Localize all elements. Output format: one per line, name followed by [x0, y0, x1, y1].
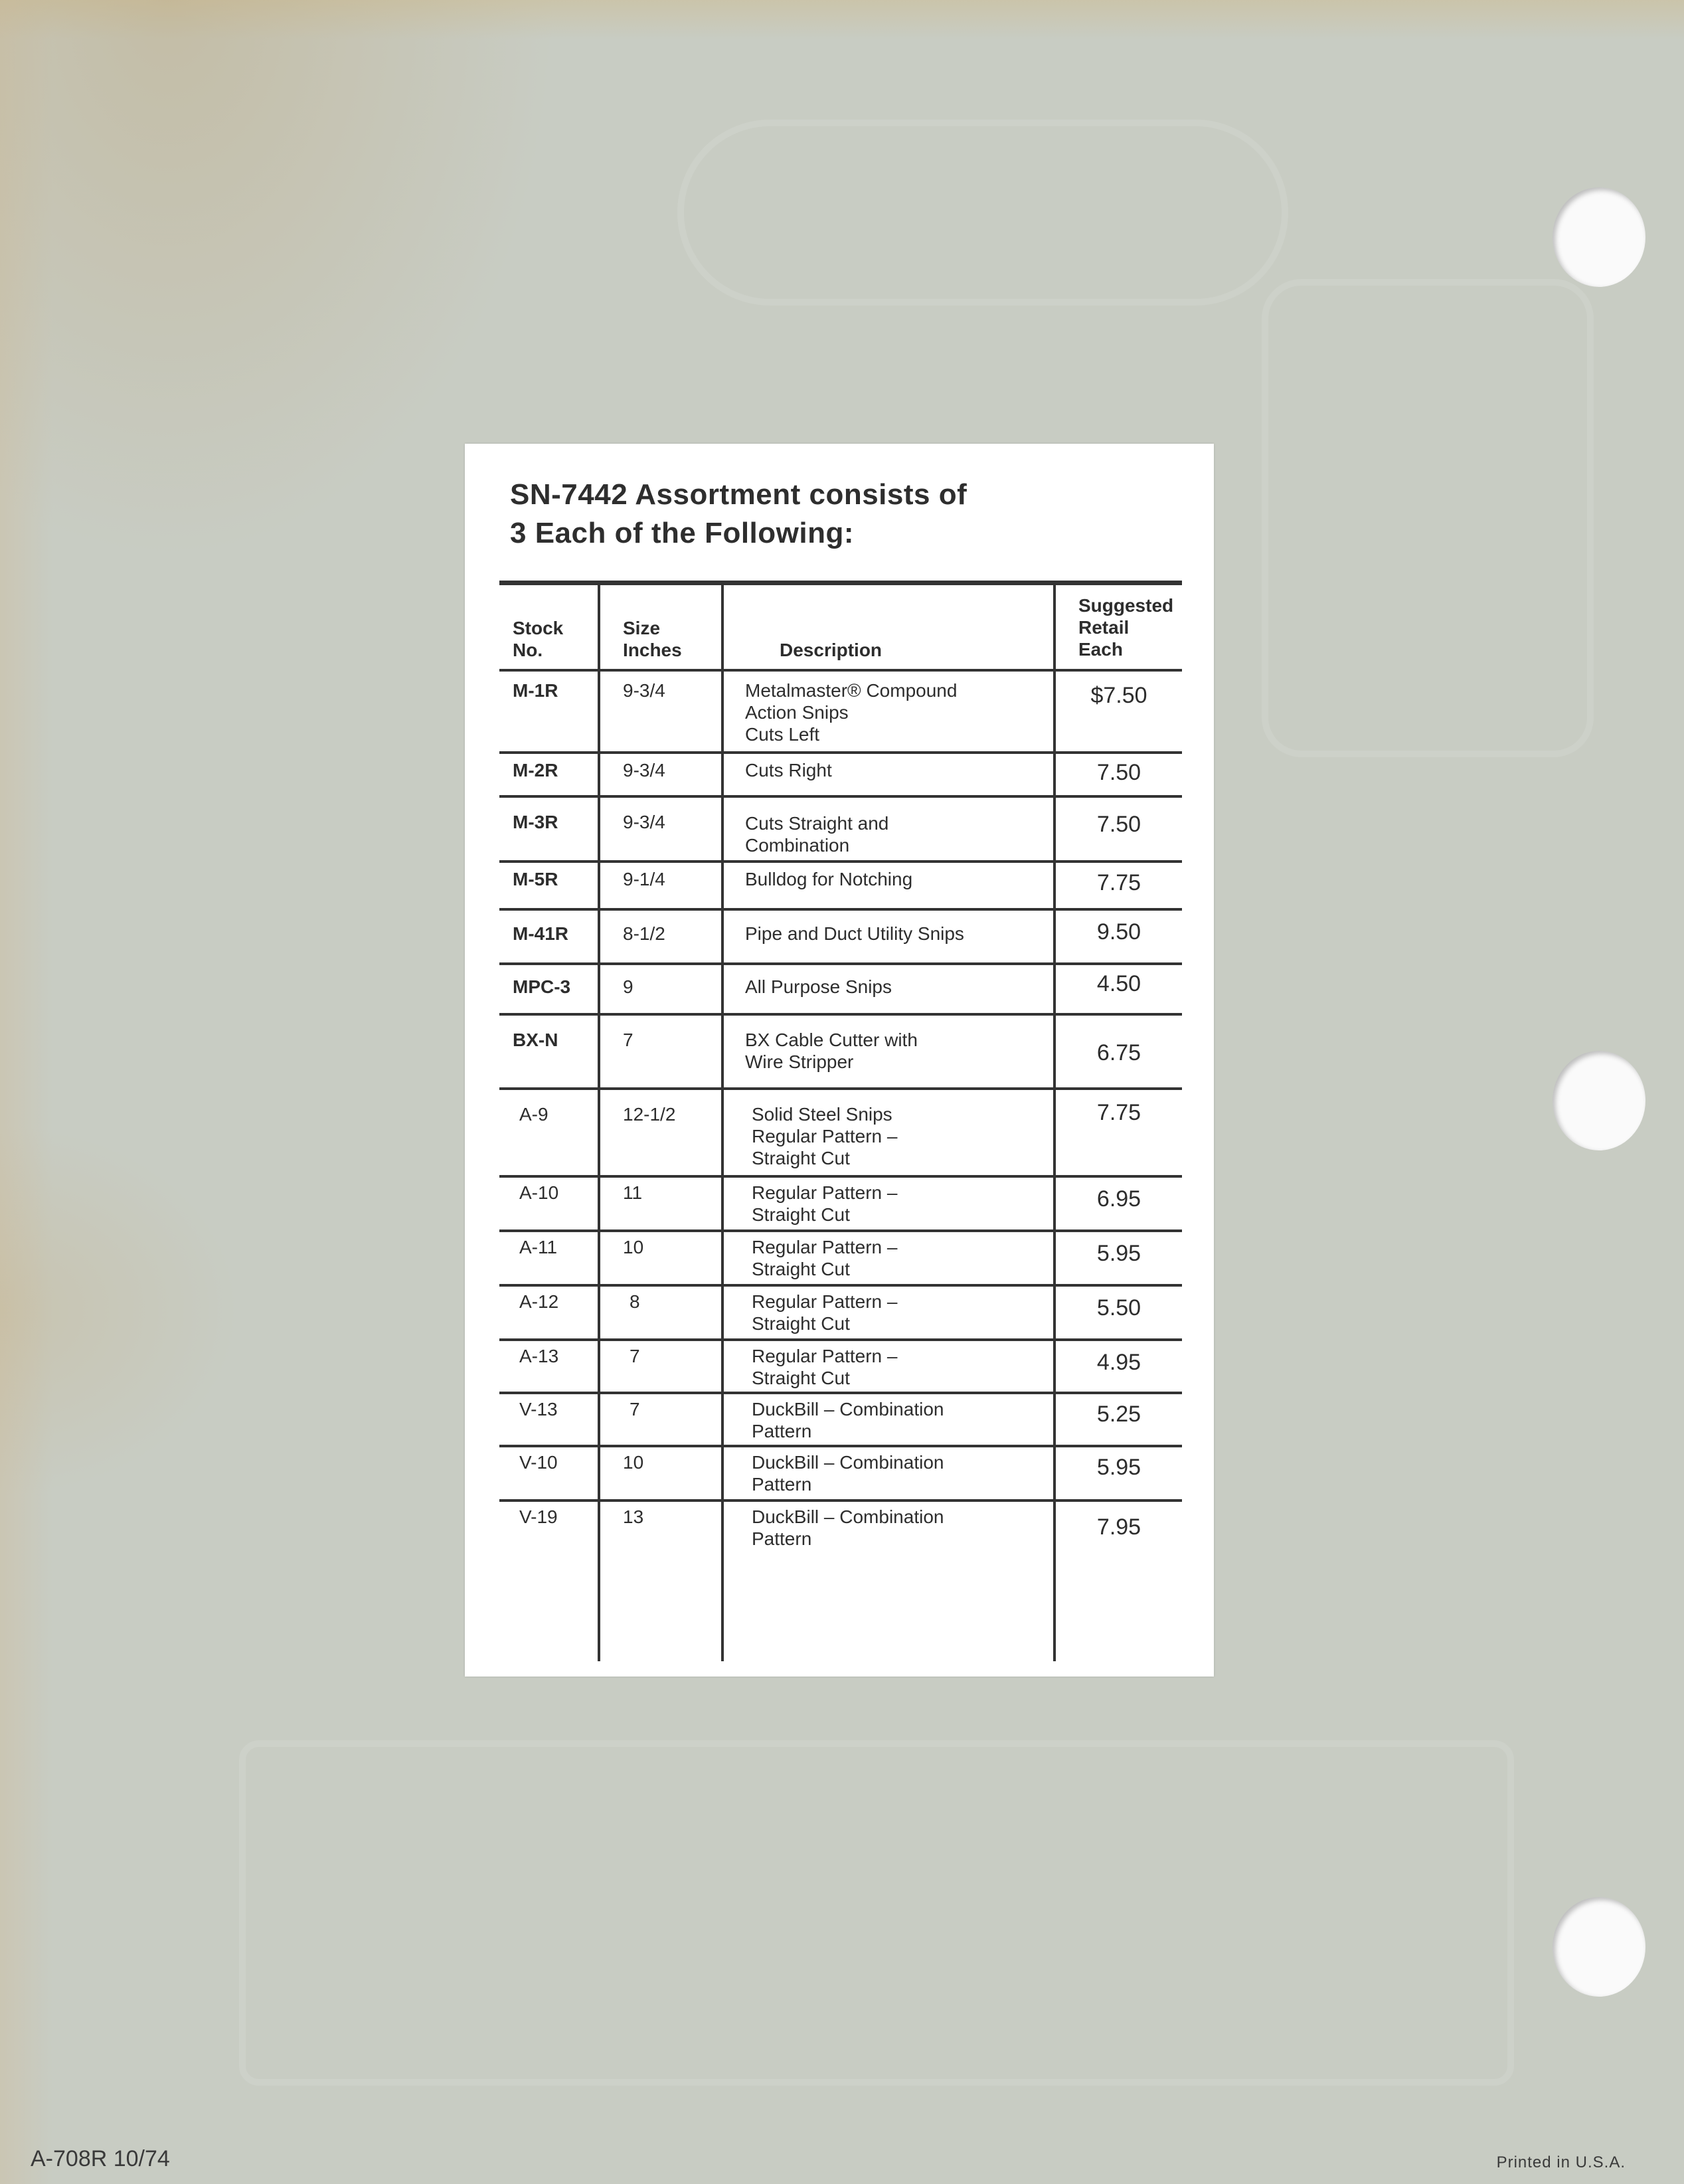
description — [745, 976, 892, 998]
stock-number: A-11 — [519, 1237, 558, 1257]
description — [752, 1345, 897, 1389]
table-row — [499, 1232, 1182, 1287]
table-row — [499, 1016, 1182, 1090]
retail-price: 7.75 — [1096, 1100, 1141, 1125]
stock-number: M-1R — [513, 680, 558, 701]
stock-number: MPC-3 — [513, 976, 571, 997]
size-inches: 8-1/2 — [623, 923, 665, 944]
description — [752, 1291, 897, 1334]
description-line: Metalmaster® Compound — [745, 680, 958, 701]
retail-price: 7.50 — [1096, 812, 1141, 837]
description-line: Action Snips — [745, 702, 849, 723]
header-line: Suggested — [1078, 595, 1174, 616]
table-row — [499, 911, 1182, 965]
description-line: Straight Cut — [752, 1368, 850, 1388]
description-line: Cuts Right — [745, 760, 832, 780]
binder-hole-middle — [1553, 1051, 1645, 1150]
size-inches: 7 — [630, 1399, 640, 1419]
retail-price: 5.95 — [1096, 1241, 1141, 1266]
size-inches: 9 — [623, 976, 633, 997]
size-inches: 8 — [630, 1291, 640, 1312]
description — [752, 1182, 897, 1226]
stock-number: M-41R — [513, 923, 569, 944]
description — [745, 812, 888, 856]
size-inches: 10 — [623, 1452, 644, 1473]
table-row — [499, 863, 1182, 911]
description — [745, 923, 964, 945]
description-line: Straight Cut — [752, 1259, 850, 1279]
description — [745, 680, 957, 745]
table-row — [499, 1287, 1182, 1341]
description-line: Bulldog for Notching — [745, 869, 913, 889]
header-line: Each — [1078, 639, 1123, 660]
description-line: Regular Pattern – — [752, 1126, 898, 1146]
header-line: Retail — [1078, 617, 1130, 638]
card-title — [510, 476, 967, 553]
header-line: No. — [513, 640, 543, 660]
stock-number: V-10 — [519, 1452, 558, 1473]
description — [752, 1451, 944, 1495]
size-inches: 12-1/2 — [623, 1104, 676, 1125]
table-row — [499, 965, 1182, 1016]
header-description — [780, 639, 882, 661]
description-line: Solid Steel Snips — [752, 1104, 892, 1125]
table-row — [499, 1502, 1182, 1661]
description-line: Cuts Straight and — [745, 813, 889, 834]
stock-number: A-13 — [519, 1346, 559, 1366]
description-line: BX Cable Cutter with — [745, 1030, 918, 1050]
table-row — [499, 1394, 1182, 1447]
stock-number: V-19 — [519, 1506, 558, 1527]
size-inches: 10 — [623, 1237, 644, 1257]
table-row — [499, 1341, 1182, 1394]
stock-number: A-10 — [519, 1182, 559, 1203]
description-line: Straight Cut — [752, 1204, 850, 1225]
description-line: Wire Stripper — [745, 1051, 854, 1072]
size-inches: 7 — [623, 1030, 633, 1050]
card-title-line: SN-7442 Assortment consists of — [510, 478, 968, 511]
description-line: Regular Pattern – — [752, 1291, 898, 1312]
description — [745, 1029, 918, 1073]
description-line: Pipe and Duct Utility Snips — [745, 923, 964, 944]
header-suggested-retail-each — [1078, 594, 1173, 660]
retail-price: 4.95 — [1096, 1350, 1141, 1375]
retail-price: 9.50 — [1096, 919, 1141, 945]
size-inches: 7 — [630, 1346, 640, 1366]
card-title-line: 3 Each of the Following: — [510, 517, 854, 549]
size-inches: 9-3/4 — [623, 760, 665, 780]
description-line: DuckBill – Combination — [752, 1452, 944, 1473]
header-stock-no — [513, 617, 563, 661]
faded-background-shape — [239, 1740, 1514, 2086]
table-row — [499, 1090, 1182, 1178]
size-inches: 9-3/4 — [623, 680, 665, 701]
assortment-table — [499, 581, 1182, 1661]
retail-price: 6.75 — [1096, 1040, 1141, 1065]
header-line: Stock — [513, 618, 564, 638]
description-line: Regular Pattern – — [752, 1182, 898, 1203]
stock-number: M-5R — [513, 869, 558, 889]
retail-price: 7.95 — [1096, 1514, 1141, 1540]
header-size-inches — [623, 617, 682, 661]
retail-price: 5.95 — [1096, 1455, 1141, 1480]
header-line: Inches — [623, 640, 682, 660]
description — [745, 868, 912, 890]
size-inches: 9-3/4 — [623, 812, 665, 832]
table-row — [499, 754, 1182, 798]
size-inches: 13 — [623, 1506, 644, 1527]
description-line: Regular Pattern – — [752, 1237, 898, 1257]
description-line: Pattern — [752, 1421, 812, 1441]
size-inches: 9-1/4 — [623, 869, 665, 889]
stock-number: M-3R — [513, 812, 558, 832]
faded-background-shape — [677, 120, 1288, 306]
description — [752, 1103, 897, 1169]
table-header-row — [499, 585, 1182, 672]
description-line: Straight Cut — [752, 1148, 850, 1168]
description-line: Cuts Left — [745, 724, 820, 745]
stock-number: V-13 — [519, 1399, 558, 1419]
binder-hole-bottom — [1553, 1897, 1645, 1997]
retail-price: 5.50 — [1096, 1295, 1141, 1320]
table-row — [499, 1447, 1182, 1502]
table-row — [499, 672, 1182, 754]
stock-number: M-2R — [513, 760, 558, 780]
description-line: All Purpose Snips — [745, 976, 892, 997]
stock-number: BX-N — [513, 1030, 558, 1050]
binder-hole-top — [1553, 187, 1645, 287]
description-line: DuckBill – Combination — [752, 1506, 944, 1527]
size-inches: 11 — [623, 1182, 643, 1203]
retail-price: 6.95 — [1096, 1186, 1141, 1212]
assortment-card — [465, 444, 1214, 1677]
stock-number: A-9 — [519, 1104, 548, 1125]
retail-price: $7.50 — [1090, 683, 1147, 708]
retail-price: 4.50 — [1096, 971, 1141, 996]
description — [752, 1398, 944, 1442]
description-line: Straight Cut — [752, 1313, 850, 1334]
description — [752, 1506, 944, 1550]
faded-background-shape — [1262, 279, 1594, 757]
form-number: A-708R 10/74 — [31, 2146, 170, 2171]
description — [745, 759, 832, 781]
description-line: Pattern — [752, 1528, 812, 1549]
description-line: Pattern — [752, 1474, 812, 1495]
retail-price: 5.25 — [1096, 1402, 1141, 1427]
description-line: DuckBill – Combination — [752, 1399, 944, 1419]
table-row — [499, 798, 1182, 863]
printed-in-usa: Printed in U.S.A. — [1496, 2153, 1626, 2171]
description-line: Combination — [745, 835, 850, 856]
header-line: Description — [780, 640, 883, 660]
table-row — [499, 1178, 1182, 1232]
description — [752, 1236, 897, 1280]
header-line: Size — [623, 618, 661, 638]
description-line: Regular Pattern – — [752, 1346, 898, 1366]
retail-price: 7.50 — [1096, 760, 1141, 785]
retail-price: 7.75 — [1096, 870, 1141, 895]
stock-number: A-12 — [519, 1291, 559, 1312]
